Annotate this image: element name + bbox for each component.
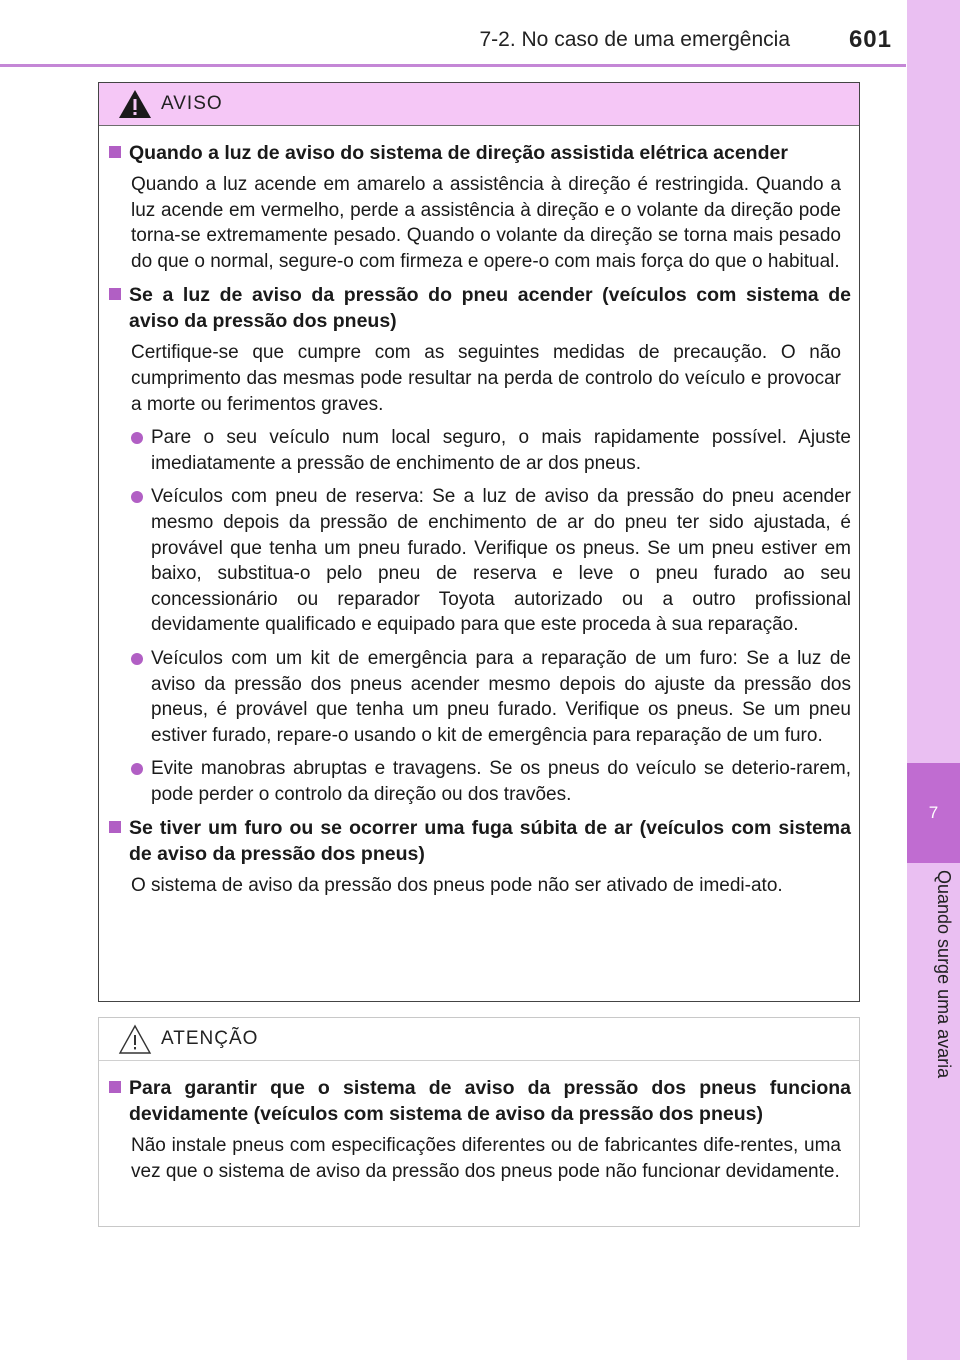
side-tab — [907, 0, 960, 1360]
circle-bullet-icon — [131, 653, 143, 665]
bullet-text: Veículos com um kit de emergência para a reparação de um furo: Se a luz de aviso da pressão dos pneus acender mesmo depois do ajuste da pressão dos pneus, é provável que tenha um pneu furado. Verifique os pneus. Se um pneu estiver furado, repare-o usando o kit de emergência para reparação de um furo. — [151, 647, 851, 746]
warning-box-body — [99, 126, 859, 899]
bullet-text: Evite manobras abruptas e travagens. Se os pneus do veículo se deterio-rarem, pode perder o controlo da direção ou dos travões. — [151, 758, 851, 805]
caution-box-header — [99, 1018, 859, 1061]
bullet-text: Pare o seu veículo num local seguro, o mais rapidamente possível. Ajuste imediatamente a pressão de enchimento de ar dos pneus. — [151, 427, 851, 474]
caution-triangle-icon — [117, 1023, 153, 1055]
caution-box — [98, 1017, 860, 1227]
section-heading — [109, 282, 851, 334]
chapter-label: Quando surge uma avaria — [934, 870, 954, 1079]
circle-bullet-icon — [131, 491, 143, 503]
bullet-text: Veículos com pneu de reserva: Se a luz de aviso da pressão do pneu acender mesmo depois da pressão de enchimento de ar do pneu ter sido ajustada, é provável que tenha um pneu furado. Verifique os pneus. Se um pneu estiver em baixo, substitua-o pelo pneu de reserva e leve o pneu furado ao seu concessionário ou reparador Toyota autorizado ou a outro profissional devidamente qualificado e equipado para que este proceda à sua reparação. — [151, 486, 851, 636]
bullet-item — [131, 756, 851, 807]
warning-triangle-icon — [117, 88, 153, 120]
section-heading — [109, 140, 851, 166]
section-heading — [109, 1075, 851, 1127]
header-divider — [0, 64, 906, 67]
warning-box — [98, 82, 860, 1002]
square-bullet-icon — [109, 1081, 121, 1093]
caution-box-body — [99, 1061, 859, 1184]
section-heading — [109, 815, 851, 867]
caution-label: ATENÇÃO — [161, 1028, 259, 1049]
section-heading-text: Para garantir que o sistema de aviso da pressão dos pneus funciona devidamente (veículos com sistema de aviso da pressão dos pneus) — [129, 1077, 851, 1125]
paragraph: Quando a luz acende em amarelo a assistência à direção é restringida. Quando a luz acende em vermelho, perde a assistência à direção e o volante da direção pode torna-se extremamente pesado. Quando o volante da direção se torna mais pesado do que o normal, segure-o com firmeza e opere-o com mais força do que o habitual. — [131, 174, 841, 272]
bullet-item — [131, 484, 851, 638]
warning-box-header — [99, 83, 859, 126]
warning-label: AVISO — [161, 93, 223, 114]
circle-bullet-icon — [131, 432, 143, 444]
section-heading-text: Se tiver um furo ou se ocorrer uma fuga súbita de ar (veículos com sistema de aviso da pressão dos pneus) — [129, 817, 851, 866]
paragraph: Não instale pneus com especificações diferentes ou de fabricantes dife-rentes, uma vez que o sistema de aviso da pressão dos pneus pode não funcionar devidamente. — [131, 1135, 841, 1182]
chapter-tab[interactable]: 7 — [907, 763, 960, 863]
section-title: 7-2. No caso de uma emergência — [479, 28, 790, 51]
bullet-item — [131, 646, 851, 748]
square-bullet-icon — [109, 821, 121, 833]
page-number: 601 — [848, 26, 892, 53]
section-heading-text: Quando a luz de aviso do sistema de direção assistida elétrica acender — [129, 142, 788, 164]
section-heading-text: Se a luz de aviso da pressão do pneu acender (veículos com sistema de aviso da pressão dos pneus) — [129, 284, 851, 333]
paragraph: O sistema de aviso da pressão dos pneus pode não ser ativado de imedi-ato. — [131, 875, 783, 897]
bullet-item — [131, 425, 851, 476]
square-bullet-icon — [109, 146, 121, 158]
circle-bullet-icon — [131, 763, 143, 775]
paragraph: Certifique-se que cumpre com as seguintes medidas de precaução. O não cumprimento das mesmas pode resultar na perda de controlo do veículo e provocar a morte ou ferimentos graves. — [131, 342, 841, 415]
square-bullet-icon — [109, 288, 121, 300]
